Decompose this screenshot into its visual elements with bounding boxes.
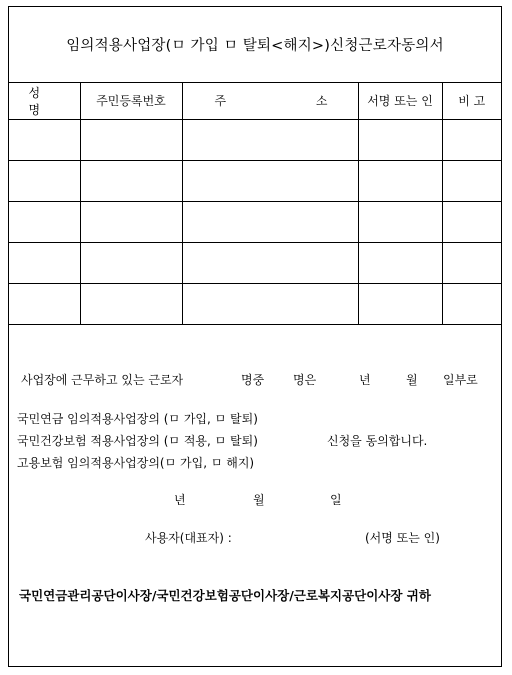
cell-name[interactable] <box>9 284 80 325</box>
cell-name[interactable] <box>9 161 80 202</box>
consent-text: 신청을 동의합니다. <box>327 434 428 448</box>
header-id-number: 주민등록번호 <box>80 82 182 120</box>
start-month-label: 월 <box>406 373 418 387</box>
cell-remarks[interactable] <box>442 202 501 243</box>
cell-id-number[interactable] <box>80 161 182 202</box>
cell-signature[interactable] <box>358 202 442 243</box>
cell-remarks[interactable] <box>442 161 501 202</box>
cell-address[interactable] <box>182 161 358 202</box>
table-header-row <box>9 82 501 120</box>
cell-address[interactable] <box>182 284 358 325</box>
header-remarks: 비 고 <box>442 82 501 120</box>
header-address-part-b: 소 <box>315 94 328 108</box>
cell-name[interactable] <box>9 120 80 161</box>
pension-option: 국민연금 임의적용사업장의 (ㅁ 가입, ㅁ 탈퇴) <box>17 412 258 426</box>
start-day-label: 일부로 <box>443 373 478 387</box>
header-address-part-a: 주 <box>214 94 227 108</box>
cell-name[interactable] <box>9 202 80 243</box>
workers-count-suffix: 명은 <box>293 373 317 387</box>
header-name: 성 명 <box>9 82 80 120</box>
cell-remarks[interactable] <box>442 120 501 161</box>
header-address <box>182 82 358 120</box>
employer-label: 사용자(대표자) : <box>145 531 232 545</box>
health-option: 국민건강보험 적용사업장의 (ㅁ 적용, ㅁ 탈퇴) <box>17 434 258 448</box>
date-day-label: 일 <box>330 493 342 507</box>
employment-option: 고용보험 임의적용사업장의(ㅁ 가입, ㅁ 해지) <box>17 456 255 470</box>
worker-table <box>9 82 501 325</box>
workers-count-label: 명중 <box>241 373 265 387</box>
cell-address[interactable] <box>182 243 358 284</box>
cell-signature[interactable] <box>358 120 442 161</box>
cell-name[interactable] <box>9 243 80 284</box>
date-year-label: 년 <box>174 493 186 507</box>
start-year-label: 년 <box>359 373 371 387</box>
signature-hint: (서명 또는 인) <box>365 531 440 545</box>
cell-signature[interactable] <box>358 243 442 284</box>
consent-form <box>8 6 502 667</box>
date-month-label: 월 <box>253 493 265 507</box>
workers-line-prefix: 사업장에 근무하고 있는 근로자 <box>21 373 184 387</box>
table-row <box>9 284 501 325</box>
cell-remarks[interactable] <box>442 243 501 284</box>
cell-id-number[interactable] <box>80 243 182 284</box>
table-row <box>9 120 501 161</box>
table-row <box>9 161 501 202</box>
cell-signature[interactable] <box>358 161 442 202</box>
cell-signature[interactable] <box>358 284 442 325</box>
cell-address[interactable] <box>182 202 358 243</box>
form-title: 임의적용사업장(ㅁ 가입 ㅁ 탈퇴<해지>)신청근로자동의서 <box>9 7 501 83</box>
cell-id-number[interactable] <box>80 120 182 161</box>
table-row <box>9 243 501 284</box>
cell-remarks[interactable] <box>442 284 501 325</box>
header-signature: 서명 또는 인 <box>358 82 442 120</box>
cell-id-number[interactable] <box>80 202 182 243</box>
cell-address[interactable] <box>182 120 358 161</box>
cell-id-number[interactable] <box>80 284 182 325</box>
addressee-line: 국민연금관리공단이사장/국민건강보험공단이사장/근로복지공단이사장 귀하 <box>19 588 431 603</box>
table-row <box>9 202 501 243</box>
